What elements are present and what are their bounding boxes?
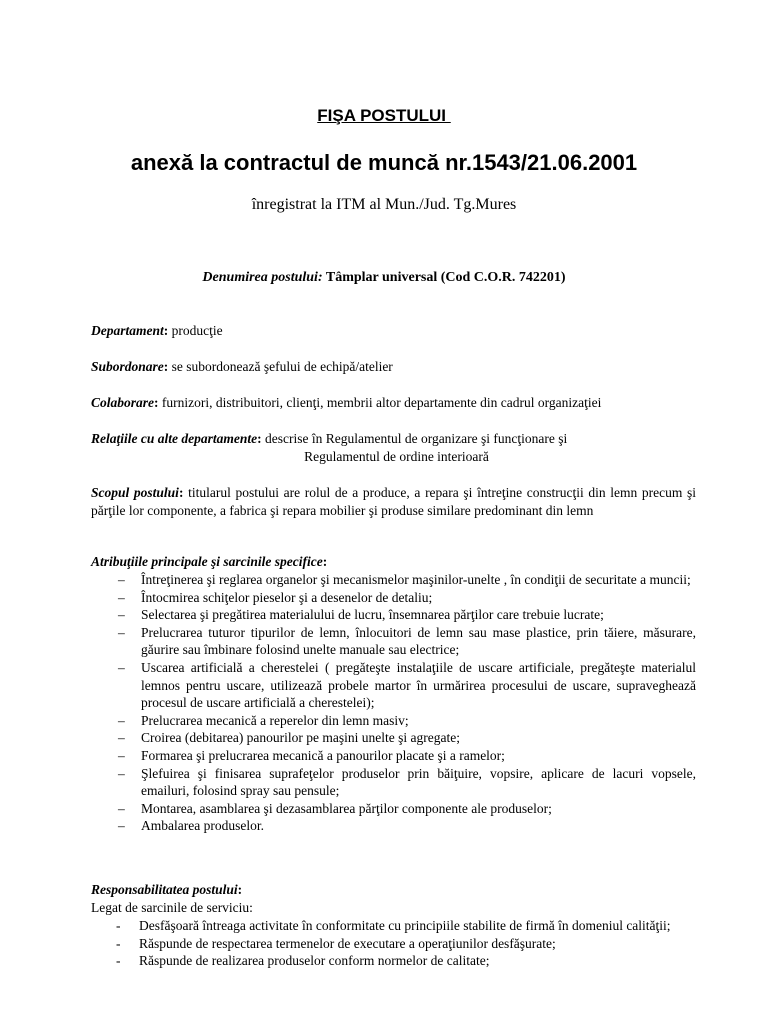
document-subtitle: anexă la contractul de muncă nr.1543/21.06.2001	[130, 150, 638, 175]
collaboration-line: Colaborare: furnizori, distribuitori, clienţi, membrii altor departamente din cadrul organizaţiei	[91, 395, 602, 410]
list-item: – Ambalarea produselor.	[118, 818, 264, 834]
job-title-value: Tâmplar universal (Cod C.O.R. 742201)	[325, 270, 566, 285]
responsibility-heading: Responsabilitatea postului:	[91, 882, 243, 897]
relations-value-2: Regulamentul de ordine interioară	[304, 449, 489, 464]
department-line: Departament: producţie	[91, 323, 223, 338]
relations-value-1: descrise în Regulamentul de organizare şi funcţionare şi	[264, 431, 568, 446]
scope-value: titularul postului are rolul de a produce, a repara şi întreţine construcţii din lemn precum şi părţile lor componente, a fabrica şi repara mobilier şi produse similare predominant din lemn	[91, 485, 697, 518]
responsibility-section	[91, 881, 696, 970]
list-item: – Croirea (debitarea) panourilor pe maşini unelte şi agregate;	[118, 730, 460, 746]
relations-label: Relaţiile cu alte departamente	[91, 431, 258, 446]
subordination-value: se subordonează şefului de echipă/atelier	[171, 359, 393, 374]
list-item: – Prelucrarea mecanică a reperelor din lemn masiv;	[118, 712, 409, 728]
list-item: – Întreţinerea şi reglarea organelor şi mecanismelor maşinilor-unelte , în condiţii de securitate a muncii;	[118, 572, 691, 587]
document-title: FIŞA POSTULUI	[317, 106, 451, 125]
list-item: – Formarea şi prelucrarea mecanică a panourilor placate şi a ramelor;	[118, 747, 505, 763]
subordination-line: Subordonare: se subordonează şefului de echipă/atelier	[91, 359, 393, 374]
registration-line: înregistrat la ITM al Mun./Jud. Tg.Mures	[251, 196, 517, 213]
list-item: – Şlefuirea şi finisarea suprafeţelor produselor prin băiţuire, vopsire, aplicare de lacuri vopsele, emailuri, folosind spray sau pensule;	[118, 765, 696, 799]
subordination-label: Subordonare	[91, 359, 164, 374]
list-item: – Montarea, asamblarea şi dezasamblarea părţilor componente ale produselor;	[118, 800, 552, 816]
list-item: – Selectarea şi pregătirea materialului de lucru, însemnarea părţilor care trebuie lucrate;	[118, 607, 604, 623]
collaboration-label: Colaborare	[91, 395, 155, 410]
scope-label: Scopul postului	[91, 485, 179, 500]
department-label: Departament	[91, 323, 164, 338]
list-item: - Răspunde de respectarea termenelor de executare a operaţiunilor desfăşurate;	[116, 935, 556, 951]
list-item: - Răspunde de realizarea produselor conform normelor de calitate;	[116, 953, 490, 969]
list-item: - Desfăşoară întreaga activitate în conformitate cu principiile stabilite de firmă în domeniul calităţii;	[116, 918, 671, 933]
list-item: – Prelucrarea tuturor tipurilor de lemn, înlocuitori de lemn sau mase plastice, prin tăiere, măsurare, găurire sau îmbinare folosind unelte manuale sau electrice;	[118, 624, 696, 658]
list-item: – Întocmirea schiţelor pieselor şi a desenelor de detaliu;	[118, 589, 433, 605]
responsibility-intro: Legat de sarcinile de serviciu:	[91, 900, 253, 915]
duties-heading: Atribuţiile principale şi sarcinile specifice:	[91, 554, 328, 569]
list-item: – Uscarea artificială a cherestelei ( pregăteşte instalaţiile de uscare artificiale, pregăteşte materialul lemnos pentru uscare, utilizează probele martor în urmărirea procesului de uscare, supraveghează procesul de uscare artificială a cherestelei);	[118, 659, 696, 711]
relations-line: Relaţiile cu alte departamente: descrise în Regulamentul de organizare şi funcţionare şi	[91, 431, 568, 446]
scope-paragraph: Scopul postului: titularul postului are rolul de a produce, a repara şi întreţine construcţii din lemn precum şi părţile lor componente, a fabrica şi repara mobilier şi produse similare predominant din lemn	[91, 485, 697, 518]
responsibility-list	[91, 917, 696, 970]
collaboration-value: furnizori, distribuitori, clienţi, membrii altor departamente din cadrul organizaţiei	[161, 395, 602, 410]
relations-block	[91, 430, 696, 466]
job-title-line: Denumirea postului: Tâmplar universal (Cod C.O.R. 742201)	[202, 270, 566, 285]
duties-list	[91, 571, 696, 835]
department-value: producţie	[171, 323, 223, 338]
duties-section	[91, 553, 696, 835]
job-title-label: Denumirea postului	[202, 270, 318, 285]
